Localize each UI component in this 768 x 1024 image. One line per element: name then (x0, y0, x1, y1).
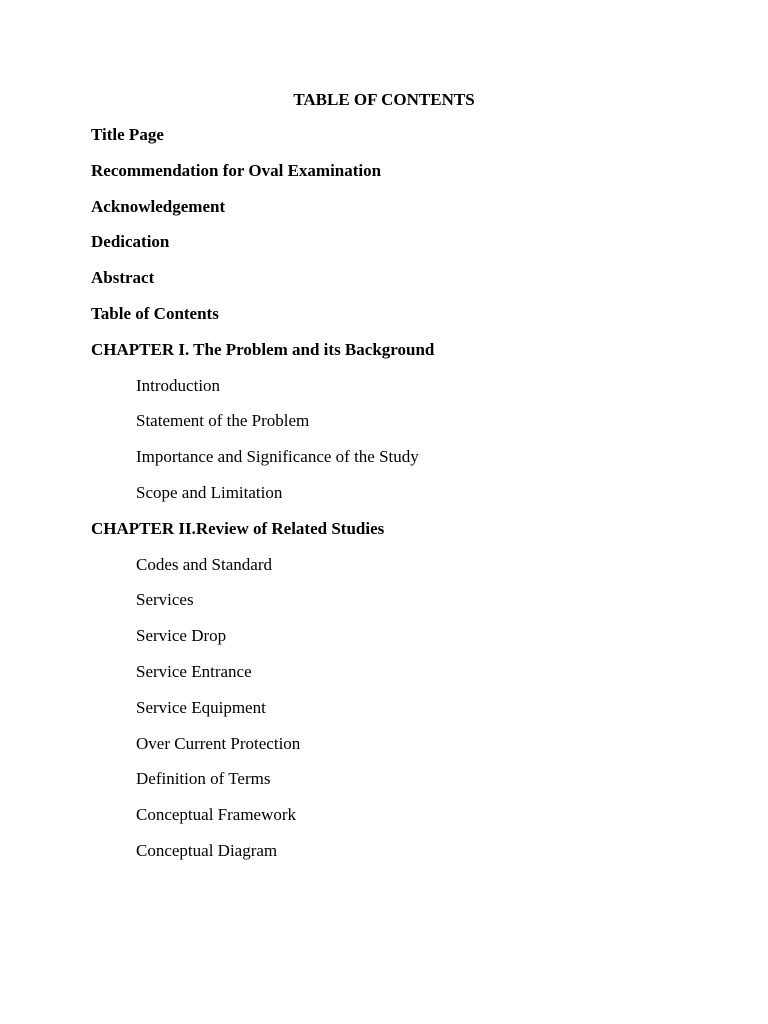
toc-entry-abstract: Abstract (91, 268, 155, 288)
toc-entry-dedication: Dedication (91, 232, 170, 252)
toc-entry-services: Services (136, 590, 194, 610)
toc-entry-conceptual-framework: Conceptual Framework (136, 805, 297, 825)
toc-entry-importance-significance: Importance and Significance of the Study (136, 447, 419, 467)
toc-entry-over-current-protection: Over Current Protection (136, 733, 301, 753)
toc-entry-chapter-2: CHAPTER II.Review of Related Studies (91, 518, 385, 538)
toc-entry-scope-limitation: Scope and Limitation (136, 482, 283, 502)
toc-entry-service-drop: Service Drop (136, 626, 227, 646)
toc-entry-service-entrance: Service Entrance (136, 661, 252, 681)
toc-entry-statement-of-problem: Statement of the Problem (136, 411, 310, 431)
toc-entry-conceptual-diagram: Conceptual Diagram (136, 840, 278, 860)
page-title: TABLE OF CONTENTS (293, 90, 475, 109)
toc-entry-table-of-contents: Table of Contents (91, 303, 219, 323)
toc-entry-introduction: Introduction (136, 375, 221, 395)
toc-entry-recommendation: Recommendation for Oval Examination (91, 160, 382, 180)
toc-entry-acknowledgement: Acknowledgement (91, 196, 226, 216)
toc-entry-codes-standard: Codes and Standard (136, 554, 272, 574)
toc-entry-definition-of-terms: Definition of Terms (136, 769, 271, 789)
toc-entry-title-page: Title Page (91, 125, 164, 144)
toc-entry-service-equipment: Service Equipment (136, 697, 266, 717)
toc-list (0, 124, 768, 876)
toc-entry-chapter-1: CHAPTER I. The Problem and its Background (91, 339, 435, 359)
